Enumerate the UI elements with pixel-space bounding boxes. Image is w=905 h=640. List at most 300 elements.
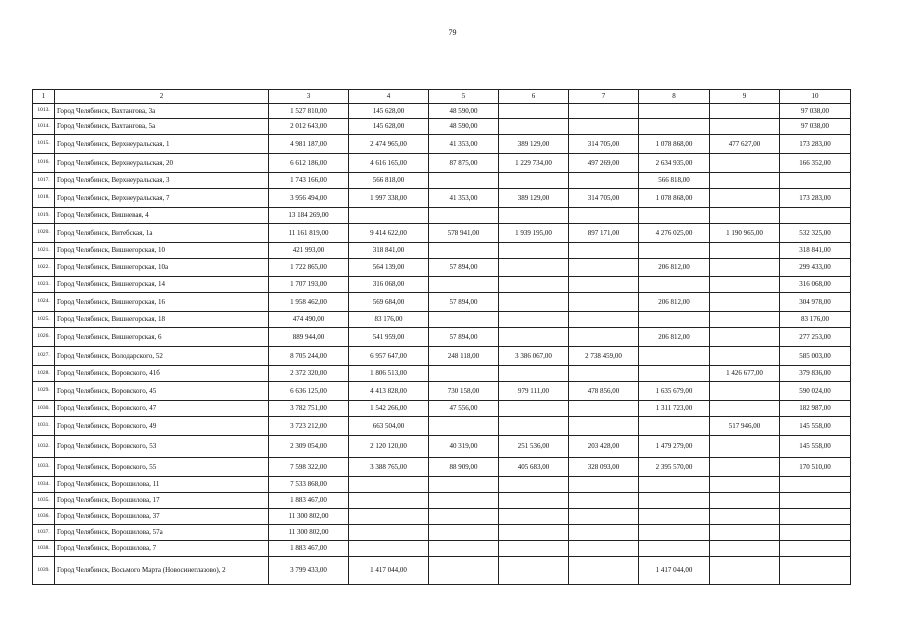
table-row [33, 259, 851, 277]
amount-cell [639, 347, 710, 366]
address-cell: Город Челябинск, Воровского, 41б [55, 366, 269, 382]
amount-cell: 1 806 513,00 [349, 366, 429, 382]
amount-cell: 277 253,00 [780, 328, 851, 347]
amount-cell [710, 401, 780, 417]
amount-cell [569, 293, 639, 312]
amount-cell [639, 104, 710, 119]
row-number-cell: 1026. [33, 328, 55, 347]
table-row [33, 119, 851, 135]
amount-cell [429, 557, 499, 585]
amount-cell: 379 836,00 [780, 366, 851, 382]
amount-cell: 1 229 734,00 [499, 154, 569, 173]
address-cell: Город Челябинск, Ворошилова, 17 [55, 493, 269, 509]
amount-cell: 1 417 044,00 [349, 557, 429, 585]
amount-cell: 2 309 054,00 [269, 436, 349, 458]
row-number-cell: 1025. [33, 312, 55, 328]
amount-cell [429, 208, 499, 224]
amount-cell [639, 243, 710, 259]
address-cell: Город Челябинск, Восьмого Марта (Новосинеглазово), 2 [55, 557, 269, 585]
amount-cell [710, 525, 780, 541]
amount-cell [710, 328, 780, 347]
table-row [33, 173, 851, 189]
amount-cell [710, 541, 780, 557]
address-cell: Город Челябинск, Воровского, 53 [55, 436, 269, 458]
amount-cell [639, 312, 710, 328]
table-row [33, 277, 851, 293]
amount-cell [710, 277, 780, 293]
amount-cell: 3 956 494,00 [269, 189, 349, 208]
column-header: 2 [55, 90, 269, 104]
amount-cell [429, 417, 499, 436]
amount-cell: 203 428,00 [569, 436, 639, 458]
row-number-cell: 1018. [33, 189, 55, 208]
amount-cell [499, 259, 569, 277]
amount-cell: 1 426 677,00 [710, 366, 780, 382]
amount-cell: 6 636 125,00 [269, 382, 349, 401]
amount-cell: 1 722 865,00 [269, 259, 349, 277]
amount-cell: 48 590,00 [429, 104, 499, 119]
amount-cell: 889 944,00 [269, 328, 349, 347]
amount-cell [499, 525, 569, 541]
amount-cell [639, 525, 710, 541]
amount-cell [569, 417, 639, 436]
amount-cell: 474 490,00 [269, 312, 349, 328]
row-number-cell: 1016. [33, 154, 55, 173]
address-cell: Город Челябинск, Верхнеуральская, 7 [55, 189, 269, 208]
amount-cell [499, 557, 569, 585]
amount-cell: 7 598 322,00 [269, 458, 349, 477]
column-header: 9 [710, 90, 780, 104]
amount-cell [569, 366, 639, 382]
amount-cell [349, 509, 429, 525]
amount-cell: 3 723 212,00 [269, 417, 349, 436]
row-number-cell: 1019. [33, 208, 55, 224]
amount-cell: 251 536,00 [499, 436, 569, 458]
amount-cell: 316 068,00 [780, 277, 851, 293]
amount-cell [569, 243, 639, 259]
address-cell: Город Челябинск, Ворошилова, 7 [55, 541, 269, 557]
amount-cell: 2 372 320,00 [269, 366, 349, 382]
amount-cell: 316 068,00 [349, 277, 429, 293]
amount-cell [710, 347, 780, 366]
amount-cell [639, 277, 710, 293]
amount-cell [429, 366, 499, 382]
amount-cell [499, 493, 569, 509]
amount-cell: 2 474 965,00 [349, 135, 429, 154]
row-number-cell: 1037. [33, 525, 55, 541]
address-cell: Город Челябинск, Витебская, 1а [55, 224, 269, 243]
amount-cell [710, 477, 780, 493]
amount-cell: 40 319,00 [429, 436, 499, 458]
amount-cell: 1 078 868,00 [639, 135, 710, 154]
amount-cell [569, 277, 639, 293]
amount-cell [499, 417, 569, 436]
amount-cell: 314 705,00 [569, 189, 639, 208]
table-row [33, 401, 851, 417]
table-row [33, 243, 851, 259]
table-row [33, 541, 851, 557]
amount-cell [569, 208, 639, 224]
amount-cell: 57 894,00 [429, 293, 499, 312]
amount-cell: 57 894,00 [429, 328, 499, 347]
amount-cell [639, 493, 710, 509]
amount-cell [710, 458, 780, 477]
amount-cell [349, 493, 429, 509]
table-row [33, 293, 851, 312]
amount-cell [710, 154, 780, 173]
amount-cell [710, 509, 780, 525]
amount-cell [499, 509, 569, 525]
amount-cell [569, 328, 639, 347]
amount-cell [639, 541, 710, 557]
address-cell: Город Челябинск, Вахтангова, 3а [55, 104, 269, 119]
address-cell: Город Челябинск, Верхнеуральская, 20 [55, 154, 269, 173]
amount-cell: 1 635 679,00 [639, 382, 710, 401]
amount-cell: 57 894,00 [429, 259, 499, 277]
amount-cell [499, 277, 569, 293]
amount-cell [710, 382, 780, 401]
row-number-cell: 1014. [33, 119, 55, 135]
amount-cell: 566 818,00 [639, 173, 710, 189]
amount-cell [710, 259, 780, 277]
amount-cell: 4 276 025,00 [639, 224, 710, 243]
column-header: 3 [269, 90, 349, 104]
amount-cell: 145 558,00 [780, 417, 851, 436]
amount-cell: 663 504,00 [349, 417, 429, 436]
amount-cell: 145 628,00 [349, 104, 429, 119]
amount-cell: 564 139,00 [349, 259, 429, 277]
amount-cell: 566 818,00 [349, 173, 429, 189]
amount-cell: 1 417 044,00 [639, 557, 710, 585]
amount-cell: 730 158,00 [429, 382, 499, 401]
amount-cell: 173 283,00 [780, 135, 851, 154]
amount-cell: 88 909,00 [429, 458, 499, 477]
amount-cell: 532 325,00 [780, 224, 851, 243]
amount-cell [569, 493, 639, 509]
row-number-cell: 1020. [33, 224, 55, 243]
amount-cell: 1 743 166,00 [269, 173, 349, 189]
amount-cell [569, 525, 639, 541]
amount-cell: 541 959,00 [349, 328, 429, 347]
amount-cell [710, 557, 780, 585]
amount-cell [780, 541, 851, 557]
amount-cell: 8 705 244,00 [269, 347, 349, 366]
amount-cell: 6 612 186,00 [269, 154, 349, 173]
row-number-cell: 1032. [33, 436, 55, 458]
amount-cell [499, 293, 569, 312]
amount-cell [780, 173, 851, 189]
amount-cell [710, 293, 780, 312]
amount-cell: 2 012 643,00 [269, 119, 349, 135]
amount-cell [569, 173, 639, 189]
row-number-cell: 1017. [33, 173, 55, 189]
amount-cell [710, 189, 780, 208]
column-header: 8 [639, 90, 710, 104]
table-row [33, 224, 851, 243]
amount-cell: 41 353,00 [429, 189, 499, 208]
amount-cell [429, 312, 499, 328]
table-header-row [33, 90, 851, 104]
amount-cell [569, 312, 639, 328]
table-row [33, 525, 851, 541]
amount-cell: 182 987,00 [780, 401, 851, 417]
row-number-cell: 1038. [33, 541, 55, 557]
amount-cell [499, 312, 569, 328]
amount-cell [710, 173, 780, 189]
amount-cell: 2 634 935,00 [639, 154, 710, 173]
amount-cell [429, 173, 499, 189]
amount-cell: 1 883 467,00 [269, 493, 349, 509]
row-number-cell: 1015. [33, 135, 55, 154]
address-cell: Город Челябинск, Вишнегорская, 6 [55, 328, 269, 347]
amount-cell [710, 493, 780, 509]
amount-cell [639, 208, 710, 224]
amount-cell: 206 812,00 [639, 328, 710, 347]
amount-cell [349, 208, 429, 224]
amount-cell: 87 875,00 [429, 154, 499, 173]
table-row [33, 104, 851, 119]
amount-cell [639, 366, 710, 382]
table-body [33, 104, 851, 585]
page-number: 79 [448, 28, 457, 37]
amount-cell [780, 525, 851, 541]
table-row [33, 312, 851, 328]
amount-cell [499, 243, 569, 259]
row-number-cell: 1023. [33, 277, 55, 293]
amount-cell [499, 173, 569, 189]
amount-cell: 48 590,00 [429, 119, 499, 135]
amount-cell [429, 509, 499, 525]
amount-cell: 1 958 462,00 [269, 293, 349, 312]
column-header: 4 [349, 90, 429, 104]
amount-cell: 299 433,00 [780, 259, 851, 277]
amount-cell: 1 883 467,00 [269, 541, 349, 557]
amount-cell: 389 129,00 [499, 189, 569, 208]
column-header: 1 [33, 90, 55, 104]
address-cell: Город Челябинск, Воровского, 47 [55, 401, 269, 417]
address-cell: Город Челябинск, Вишнегорская, 10 [55, 243, 269, 259]
amount-cell: 3 799 433,00 [269, 557, 349, 585]
amount-cell: 1 190 965,00 [710, 224, 780, 243]
amount-cell: 4 981 187,00 [269, 135, 349, 154]
amount-cell: 585 003,00 [780, 347, 851, 366]
row-number-cell: 1033. [33, 458, 55, 477]
amount-cell: 1 479 279,00 [639, 436, 710, 458]
amount-cell: 1 707 193,00 [269, 277, 349, 293]
amount-cell [499, 119, 569, 135]
amount-cell: 166 352,00 [780, 154, 851, 173]
table-row [33, 557, 851, 585]
row-number-cell: 1013. [33, 104, 55, 119]
table-row [33, 458, 851, 477]
amount-cell [780, 557, 851, 585]
amount-cell: 389 129,00 [499, 135, 569, 154]
amount-cell [429, 493, 499, 509]
amount-cell [429, 541, 499, 557]
amount-cell [569, 477, 639, 493]
amount-cell: 590 024,00 [780, 382, 851, 401]
amount-cell: 3 386 067,00 [499, 347, 569, 366]
table-row [33, 509, 851, 525]
amount-cell: 4 616 165,00 [349, 154, 429, 173]
amount-cell [499, 477, 569, 493]
row-number-cell: 1034. [33, 477, 55, 493]
amount-cell [569, 401, 639, 417]
table-row [33, 417, 851, 436]
amount-cell: 1 527 810,00 [269, 104, 349, 119]
amount-cell [710, 312, 780, 328]
amount-cell: 11 300 802,00 [269, 525, 349, 541]
amount-cell: 979 111,00 [499, 382, 569, 401]
table-row [33, 382, 851, 401]
amount-cell: 41 353,00 [429, 135, 499, 154]
amount-cell [710, 243, 780, 259]
address-cell: Город Челябинск, Вишнегорская, 10а [55, 259, 269, 277]
row-number-cell: 1022. [33, 259, 55, 277]
amount-cell: 1 311 723,00 [639, 401, 710, 417]
address-cell: Город Челябинск, Воровского, 55 [55, 458, 269, 477]
amount-cell [429, 277, 499, 293]
address-cell: Город Челябинск, Ворошилова, 11 [55, 477, 269, 493]
amount-cell [499, 401, 569, 417]
address-cell: Город Челябинск, Ворошилова, 37 [55, 509, 269, 525]
table-row [33, 328, 851, 347]
amount-cell [349, 525, 429, 541]
table-row [33, 347, 851, 366]
amount-cell [780, 509, 851, 525]
amount-cell [569, 119, 639, 135]
amount-cell: 1 939 195,00 [499, 224, 569, 243]
table-row [33, 366, 851, 382]
amount-cell [569, 557, 639, 585]
amount-cell: 7 533 868,00 [269, 477, 349, 493]
amount-cell [429, 243, 499, 259]
amount-cell: 1 078 868,00 [639, 189, 710, 208]
amount-cell: 578 941,00 [429, 224, 499, 243]
address-cell: Город Челябинск, Вишнегорская, 16 [55, 293, 269, 312]
table-row [33, 436, 851, 458]
amount-cell: 421 993,00 [269, 243, 349, 259]
address-cell: Город Челябинск, Воровского, 49 [55, 417, 269, 436]
column-header: 7 [569, 90, 639, 104]
amount-cell [710, 436, 780, 458]
funding-table [32, 89, 851, 585]
row-number-cell: 1028. [33, 366, 55, 382]
amount-cell [499, 366, 569, 382]
table-row [33, 477, 851, 493]
column-header: 10 [780, 90, 851, 104]
amount-cell: 83 176,00 [780, 312, 851, 328]
row-number-cell: 1021. [33, 243, 55, 259]
table-row [33, 189, 851, 208]
address-cell: Город Челябинск, Вишнегорская, 18 [55, 312, 269, 328]
amount-cell [349, 541, 429, 557]
amount-cell: 206 812,00 [639, 259, 710, 277]
amount-cell: 1 542 266,00 [349, 401, 429, 417]
amount-cell [349, 477, 429, 493]
amount-cell: 569 684,00 [349, 293, 429, 312]
amount-cell [710, 208, 780, 224]
amount-cell [780, 493, 851, 509]
table-row [33, 493, 851, 509]
row-number-cell: 1035. [33, 493, 55, 509]
amount-cell: 97 038,00 [780, 119, 851, 135]
amount-cell [569, 541, 639, 557]
row-number-cell: 1039. [33, 557, 55, 585]
amount-cell [639, 417, 710, 436]
address-cell: Город Челябинск, Воровского, 45 [55, 382, 269, 401]
amount-cell: 248 118,00 [429, 347, 499, 366]
amount-cell: 318 841,00 [349, 243, 429, 259]
amount-cell [569, 259, 639, 277]
amount-cell [429, 477, 499, 493]
amount-cell [780, 208, 851, 224]
address-cell: Город Челябинск, Вахтангова, 5а [55, 119, 269, 135]
amount-cell: 328 093,00 [569, 458, 639, 477]
amount-cell [710, 119, 780, 135]
amount-cell: 477 627,00 [710, 135, 780, 154]
amount-cell: 3 782 751,00 [269, 401, 349, 417]
amount-cell [499, 104, 569, 119]
amount-cell [499, 208, 569, 224]
amount-cell [569, 104, 639, 119]
row-number-cell: 1030. [33, 401, 55, 417]
amount-cell: 97 038,00 [780, 104, 851, 119]
amount-cell: 304 978,00 [780, 293, 851, 312]
amount-cell: 11 300 802,00 [269, 509, 349, 525]
amount-cell: 173 283,00 [780, 189, 851, 208]
amount-cell: 2 738 459,00 [569, 347, 639, 366]
amount-cell: 2 120 120,00 [349, 436, 429, 458]
amount-cell: 478 856,00 [569, 382, 639, 401]
amount-cell: 9 414 622,00 [349, 224, 429, 243]
amount-cell [639, 119, 710, 135]
amount-cell: 47 556,00 [429, 401, 499, 417]
table-row [33, 135, 851, 154]
address-cell: Город Челябинск, Володарского, 52 [55, 347, 269, 366]
amount-cell: 4 413 828,00 [349, 382, 429, 401]
amount-cell: 145 628,00 [349, 119, 429, 135]
amount-cell: 83 176,00 [349, 312, 429, 328]
amount-cell [639, 509, 710, 525]
column-header: 6 [499, 90, 569, 104]
address-cell: Город Челябинск, Верхнеуральская, 3 [55, 173, 269, 189]
amount-cell: 318 841,00 [780, 243, 851, 259]
amount-cell: 517 946,00 [710, 417, 780, 436]
column-header: 5 [429, 90, 499, 104]
amount-cell: 497 269,00 [569, 154, 639, 173]
amount-cell [710, 104, 780, 119]
amount-cell: 2 395 570,00 [639, 458, 710, 477]
amount-cell: 170 510,00 [780, 458, 851, 477]
amount-cell: 3 388 765,00 [349, 458, 429, 477]
amount-cell [780, 477, 851, 493]
row-number-cell: 1027. [33, 347, 55, 366]
amount-cell: 11 161 819,00 [269, 224, 349, 243]
address-cell: Город Челябинск, Вишнегорская, 14 [55, 277, 269, 293]
amount-cell: 314 705,00 [569, 135, 639, 154]
row-number-cell: 1036. [33, 509, 55, 525]
amount-cell [429, 525, 499, 541]
address-cell: Город Челябинск, Вишневая, 4 [55, 208, 269, 224]
amount-cell: 6 957 647,00 [349, 347, 429, 366]
table-row [33, 154, 851, 173]
amount-cell: 145 558,00 [780, 436, 851, 458]
amount-cell: 405 683,00 [499, 458, 569, 477]
amount-cell: 897 171,00 [569, 224, 639, 243]
address-cell: Город Челябинск, Верхнеуральская, 1 [55, 135, 269, 154]
row-number-cell: 1031. [33, 417, 55, 436]
